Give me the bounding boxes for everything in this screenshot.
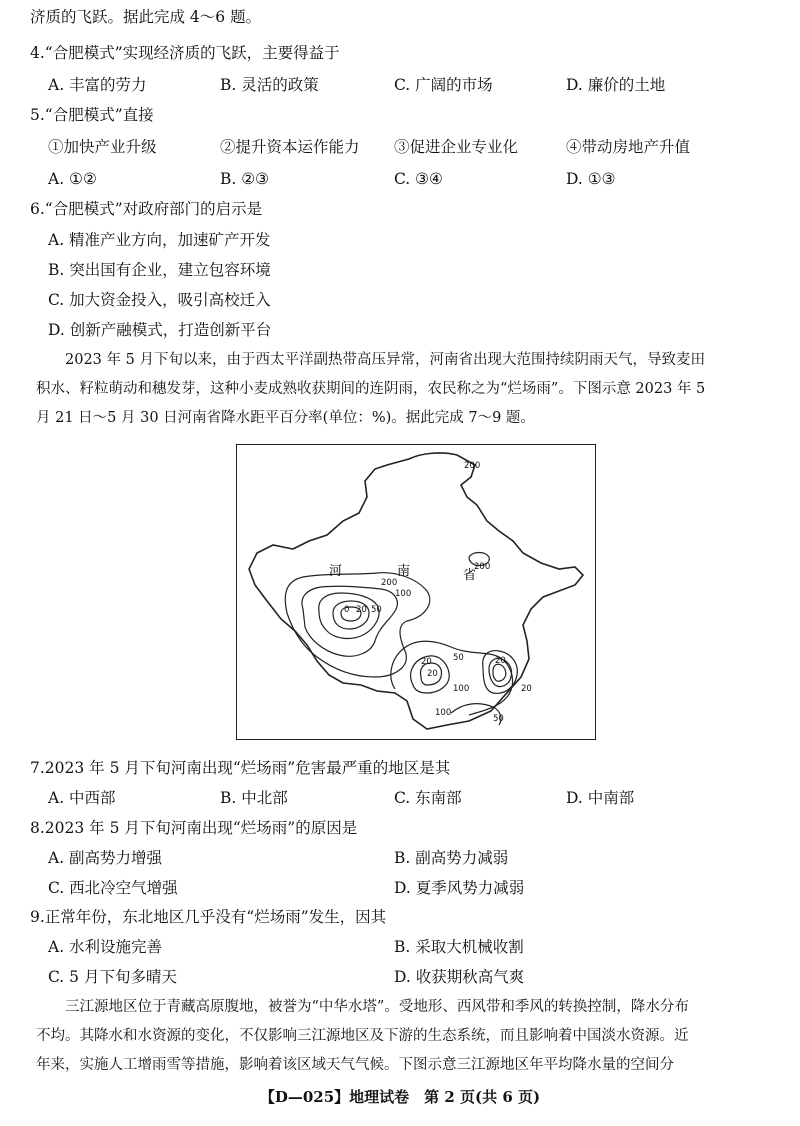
contour-label: 20 xyxy=(356,605,367,615)
q5-option-a[interactable]: A. ①② xyxy=(48,170,97,188)
contour-label: 20 xyxy=(521,684,532,694)
passage-henan-line-2: 积水、籽粒萌动和穗发芽，这种小麦成熟收获期间的连阴雨，农民称之为“烂场雨”。下图示意 2023 年 5 xyxy=(36,381,706,397)
question-8-stem: 8.2023 年 5 月下旬河南出现“烂场雨”的原因是 xyxy=(30,819,358,837)
passage-sanjiang-line-2: 不均。其降水和水资源的变化，不仅影响三江源地区及下游的生态系统，而且影响着中国淡水资源。近 xyxy=(36,1028,689,1044)
q8-option-d[interactable]: D. 夏季风势力减弱 xyxy=(394,879,525,897)
q9-option-b[interactable]: B. 采取大机械收割 xyxy=(394,938,524,956)
q8-option-b[interactable]: B. 副高势力减弱 xyxy=(394,849,509,867)
contour-label: 200 xyxy=(464,461,481,471)
q6-option-a[interactable]: A. 精准产业方向，加速矿产开发 xyxy=(48,231,271,249)
q4-option-b[interactable]: B. 灵活的政策 xyxy=(220,76,319,94)
question-4-stem: 4.“合肥模式”实现经济质的飞跃，主要得益于 xyxy=(30,44,340,62)
q5-option-d[interactable]: D. ①③ xyxy=(566,170,616,188)
question-6-stem: 6.“合肥模式”对政府部门的启示是 xyxy=(30,200,263,218)
passage-henan-line-1: 2023 年 5 月下旬以来，由于西太平洋副热带高压异常，河南省出现大范围持续阴雨天气，导致麦田 xyxy=(65,352,705,368)
q6-option-d[interactable]: D. 创新产融模式，打造创新平台 xyxy=(48,321,272,339)
q7-option-d[interactable]: D. 中南部 xyxy=(566,789,635,807)
passage-sanjiang xyxy=(36,993,776,1080)
province-label-1: 河 xyxy=(329,564,343,579)
question-9-stem: 9.正常年份，东北地区几乎没有“烂场雨”发生，因其 xyxy=(30,908,387,926)
q5-item-2: ②提升资本运作能力 xyxy=(220,138,360,156)
q9-option-a[interactable]: A. 水利设施完善 xyxy=(48,938,163,956)
q5-item-4: ④带动房地产升值 xyxy=(566,138,691,156)
q6-option-b[interactable]: B. 突出国有企业，建立包容环境 xyxy=(48,261,271,279)
contour-label: 200 xyxy=(381,578,398,588)
henan-precipitation-map xyxy=(236,444,596,740)
question-7-stem: 7.2023 年 5 月下旬河南出现“烂场雨”危害最严重的地区是其 xyxy=(30,759,451,777)
passage-henan-line-3: 月 21 日～5 月 30 日河南省降水距平百分率(单位：%)。据此完成 7～9 题。 xyxy=(36,410,535,426)
page-footer: 【D—025】地理试卷 第 2 页(共 6 页) xyxy=(259,1088,541,1106)
province-outline xyxy=(249,453,583,729)
contour-label: 100 xyxy=(435,708,452,718)
passage-henan xyxy=(36,346,776,433)
q8-option-a[interactable]: A. 副高势力增强 xyxy=(48,849,163,867)
contour-label: 200 xyxy=(474,562,491,572)
q5-item-1: ①加快产业升级 xyxy=(48,138,157,156)
q9-option-d[interactable]: D. 收获期秋高气爽 xyxy=(394,968,525,986)
contour-label: 50 xyxy=(453,653,464,663)
contour-label: 20 xyxy=(427,669,438,679)
q4-option-d[interactable]: D. 廉价的土地 xyxy=(566,76,666,94)
contour-label: 0 xyxy=(344,605,350,615)
map-svg xyxy=(237,445,594,738)
contour-label: 20 xyxy=(495,656,506,666)
contour-label: 20 xyxy=(421,657,432,667)
q7-option-a[interactable]: A. 中西部 xyxy=(48,789,116,807)
q5-option-b[interactable]: B. ②③ xyxy=(220,170,270,188)
q6-option-c[interactable]: C. 加大资金投入，吸引高校迁入 xyxy=(48,291,271,309)
q8-option-c[interactable]: C. 西北冷空气增强 xyxy=(48,879,178,897)
intro-tail: 济质的飞跃。据此完成 4～6 题。 xyxy=(30,8,262,26)
q4-option-c[interactable]: C. 广阔的市场 xyxy=(394,76,493,94)
q7-option-c[interactable]: C. 东南部 xyxy=(394,789,462,807)
contour-label: 100 xyxy=(395,589,412,599)
q4-option-a[interactable]: A. 丰富的劳力 xyxy=(48,76,147,94)
question-5-stem: 5.“合肥模式”直接 xyxy=(30,106,154,124)
q5-option-c[interactable]: C. ③④ xyxy=(394,170,443,188)
province-label-3: 省 xyxy=(463,568,477,583)
passage-sanjiang-line-1: 三江源地区位于青藏高原腹地，被誉为“中华水塔”。受地形、西风带和季风的转换控制，降水分布 xyxy=(65,999,689,1015)
q7-option-b[interactable]: B. 中北部 xyxy=(220,789,288,807)
contour-label: 100 xyxy=(453,684,470,694)
contour-label: 50 xyxy=(493,714,504,724)
province-label-2: 南 xyxy=(397,564,411,579)
q5-item-3: ③促进企业专业化 xyxy=(394,138,519,156)
q9-option-c[interactable]: C. 5 月下旬多晴天 xyxy=(48,968,177,986)
passage-sanjiang-line-3: 年来，实施人工增雨雪等措施，影响着该区域天气气候。下图示意三江源地区年平均降水量的空间分 xyxy=(36,1057,674,1073)
contour-label: 50 xyxy=(371,605,382,615)
